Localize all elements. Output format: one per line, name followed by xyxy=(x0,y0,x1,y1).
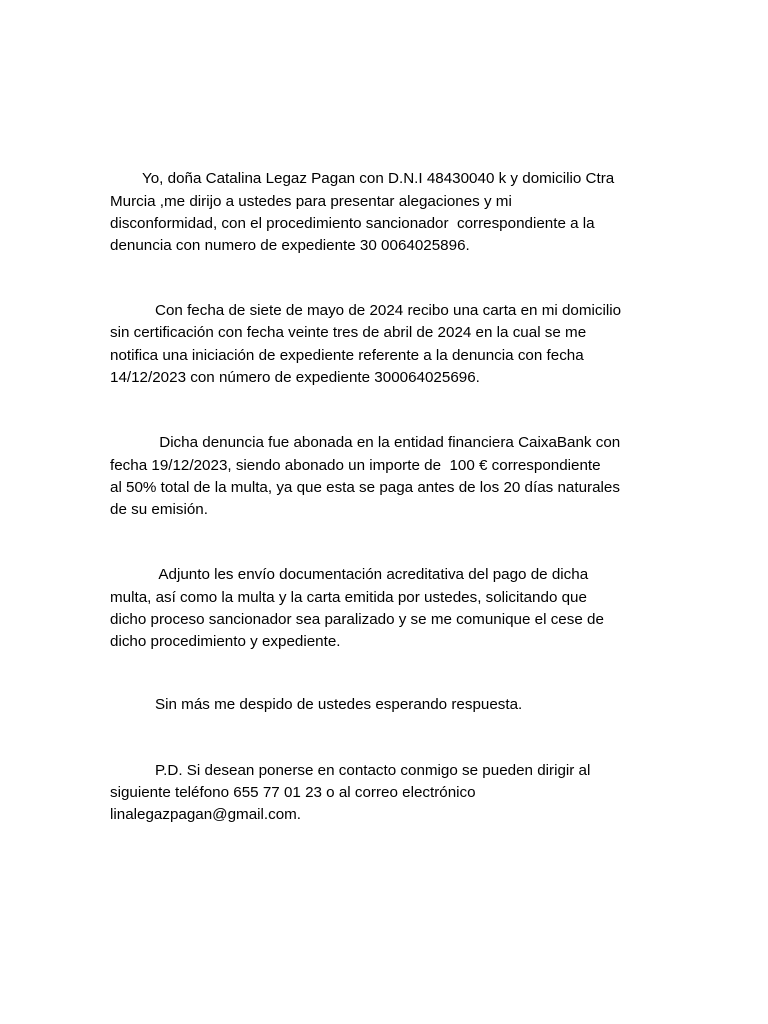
paragraph-3-line-1: Dicha denuncia fue abonada en la entidad financiera CaixaBank con xyxy=(155,434,621,451)
paragraph-4-line-2: multa, así como la multa y la carta emitida por ustedes, solicitando que xyxy=(110,589,587,606)
paragraph-6-line-3: linalegazpagan@gmail.com. xyxy=(110,806,302,823)
paragraph-2-line-4: 14/12/2023 con número de expediente 300064025696. xyxy=(110,369,480,386)
paragraph-4-line-3: dicho proceso sancionador sea paralizado y se me comunique el cese de xyxy=(110,611,604,628)
paragraph-1-line-3: disconformidad, con el procedimiento sancionador correspondiente a la xyxy=(110,215,595,232)
paragraph-5-line-1: Sin más me despido de ustedes esperando respuesta. xyxy=(155,696,523,713)
paragraph-2-line-2: sin certificación con fecha veinte tres de abril de 2024 en la cual se me xyxy=(110,324,587,341)
paragraph-6-line-1: P.D. Si desean ponerse en contacto conmigo se pueden dirigir al xyxy=(155,762,591,779)
paragraph-2-line-3: notifica una iniciación de expediente referente a la denuncia con fecha xyxy=(110,347,584,364)
paragraph-3-line-3: al 50% total de la multa, ya que esta se paga antes de los 20 días naturales xyxy=(110,479,620,496)
paragraph-1-line-4: denuncia con numero de expediente 30 0064025896. xyxy=(110,237,470,254)
paragraph-3-line-2: fecha 19/12/2023, siendo abonado un importe de 100 € correspondiente xyxy=(110,457,601,474)
paragraph-2-line-1: Con fecha de siete de mayo de 2024 recibo una carta en mi domicilio xyxy=(155,302,622,319)
paragraph-4-line-4: dicho procedimiento y expediente. xyxy=(110,633,341,650)
paragraph-6-line-2: siguiente teléfono 655 77 01 23 o al correo electrónico xyxy=(110,784,476,801)
paragraph-4-line-1: Adjunto les envío documentación acreditativa del pago de dicha xyxy=(155,566,589,583)
paragraph-3-line-4: de su emisión. xyxy=(110,501,208,518)
paragraph-1-line-1: Yo, doña Catalina Legaz Pagan con D.N.I 48430040 k y domicilio Ctra xyxy=(142,170,615,187)
paragraph-1-line-2: Murcia ,me dirijo a ustedes para presentar alegaciones y mi xyxy=(110,193,512,210)
